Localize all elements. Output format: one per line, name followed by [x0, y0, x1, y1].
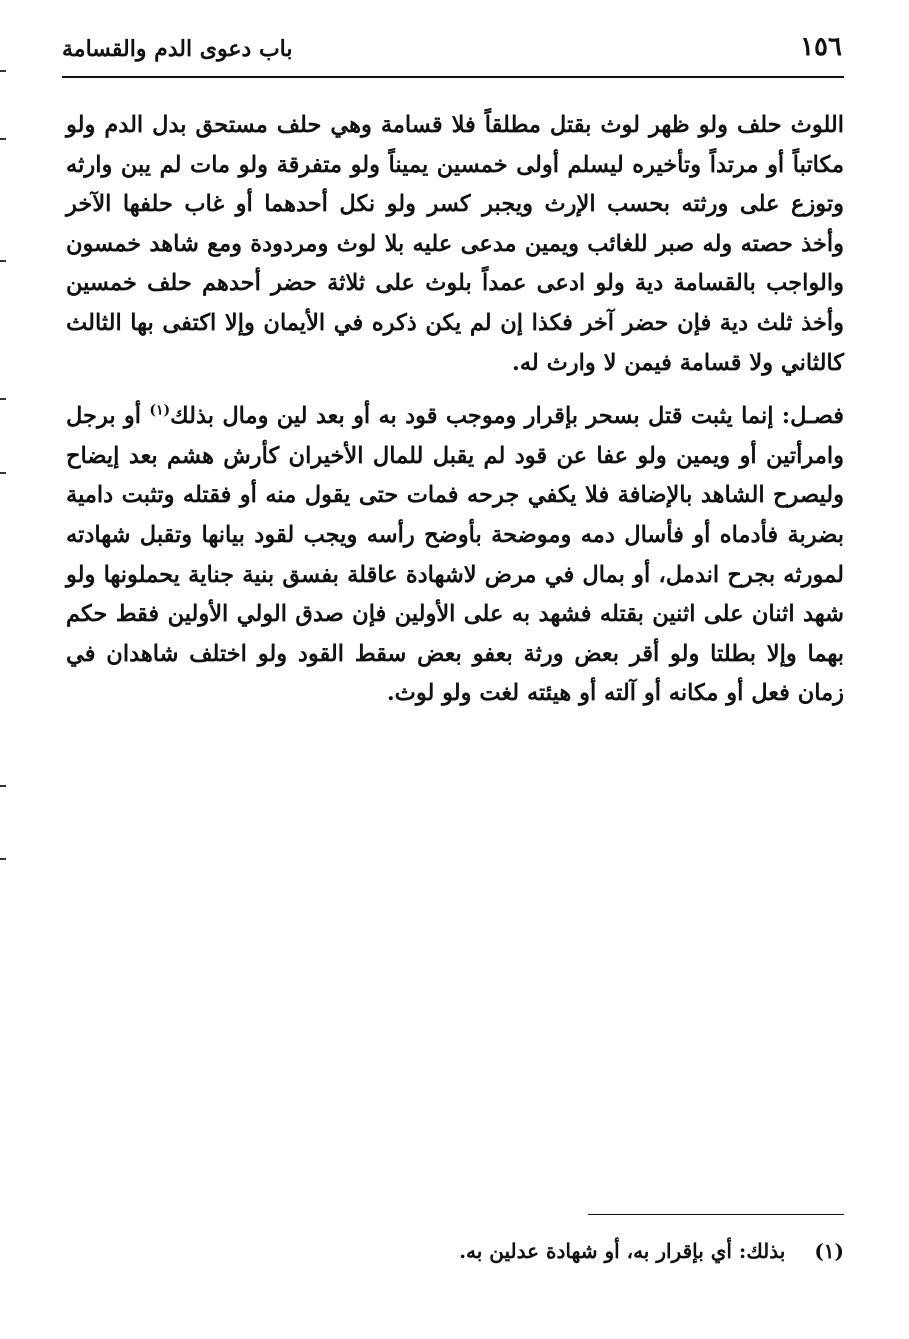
scan-edge-mark	[0, 398, 6, 400]
page-number: ١٥٦	[800, 32, 842, 62]
paragraph	[66, 397, 844, 714]
footnote	[66, 1236, 844, 1266]
main-text	[66, 106, 844, 728]
scan-edge-mark	[0, 260, 6, 262]
scan-edge-mark	[0, 138, 6, 140]
footnote-number: (١)	[814, 1239, 844, 1263]
header-rule	[62, 76, 844, 78]
running-title: باب دعوى الدم والقسامة	[62, 36, 293, 62]
section-label: فصـل:	[781, 403, 844, 430]
paragraph	[66, 106, 844, 383]
scan-edge-mark	[0, 70, 6, 72]
footnote-separator	[588, 1214, 844, 1215]
scan-edge-mark	[0, 785, 6, 787]
footnote-reference[interactable]: (١)	[149, 402, 171, 419]
footnote-text: بذلك: أي بإقرار به، أو شهادة عدلين به.	[459, 1239, 786, 1263]
paragraph-1-text: اللوث حلف ولو ظهر لوث بقتل مطلقاً فلا قسامة وهي حلف مستحق بدل الدم ولو مكاتباً أو مرتداً وتأخيره ليسلم أولى خمسين يميناً ولو متفرقة ولو مات لم يبن وارثه وتوزع على ورثته بحسب الإرث ويجبر كسر ولو نكل أحدهما أو غاب حلفها الآخر وأخذ حصته وله صبر للغائب ويمين مدعى عليه بلا لوث ومردودة ومع شاهد خمسون والواجب بالقسامة دية ولو ادعى عمداً بلوث على ثلاثة حضر أحدهم حلف خمسين وأخذ ثلث دية فإن حضر آخر فكذا إن لم يكن ذكره في الأيمان وإلا اكتفى بها الثالث كالثاني ولا قسامة فيمن لا وارث له.	[66, 112, 845, 376]
scan-edge-mark	[0, 472, 6, 474]
page-header	[62, 30, 842, 74]
paragraph-2-text-end: أو برجل وامرأتين أو ويمين ولو عفا عن قود لم يقبل للمال الأخيران كأرش هشم بعد إيضاح وليصرح الشاهد بالإضافة فلا يكفي جرحه فمات حتى يقول منه أو فقتله وتثبت دامية بضربة فأدماه أو فأسال دمه وموضحة بأوضح رأسه ويجب لقود بيانها وتقبل شهادته لمورثه بجرح اندمل، أو بمال في مرض لاشهادة عاقلة بفسق بنية جناية يحملونها ولو شهد اثنان على اثنين بقتله فشهد به على الأولين فإن صدق الولي الأولين فقط حكم بهما وإلا بطلتا ولو أقر بعض ورثة بعفو بعض سقط القود ولو اختلف شاهدان في زمان فعل أو مكانه أو آلته أو هيئته لغت ولو لوث.	[66, 403, 844, 707]
paragraph-2-text-start: إنما يثبت قتل بسحر بإقرار وموجب قود به أو بعد لين ومال بذلك	[170, 403, 774, 430]
scan-edge-mark	[0, 858, 6, 860]
